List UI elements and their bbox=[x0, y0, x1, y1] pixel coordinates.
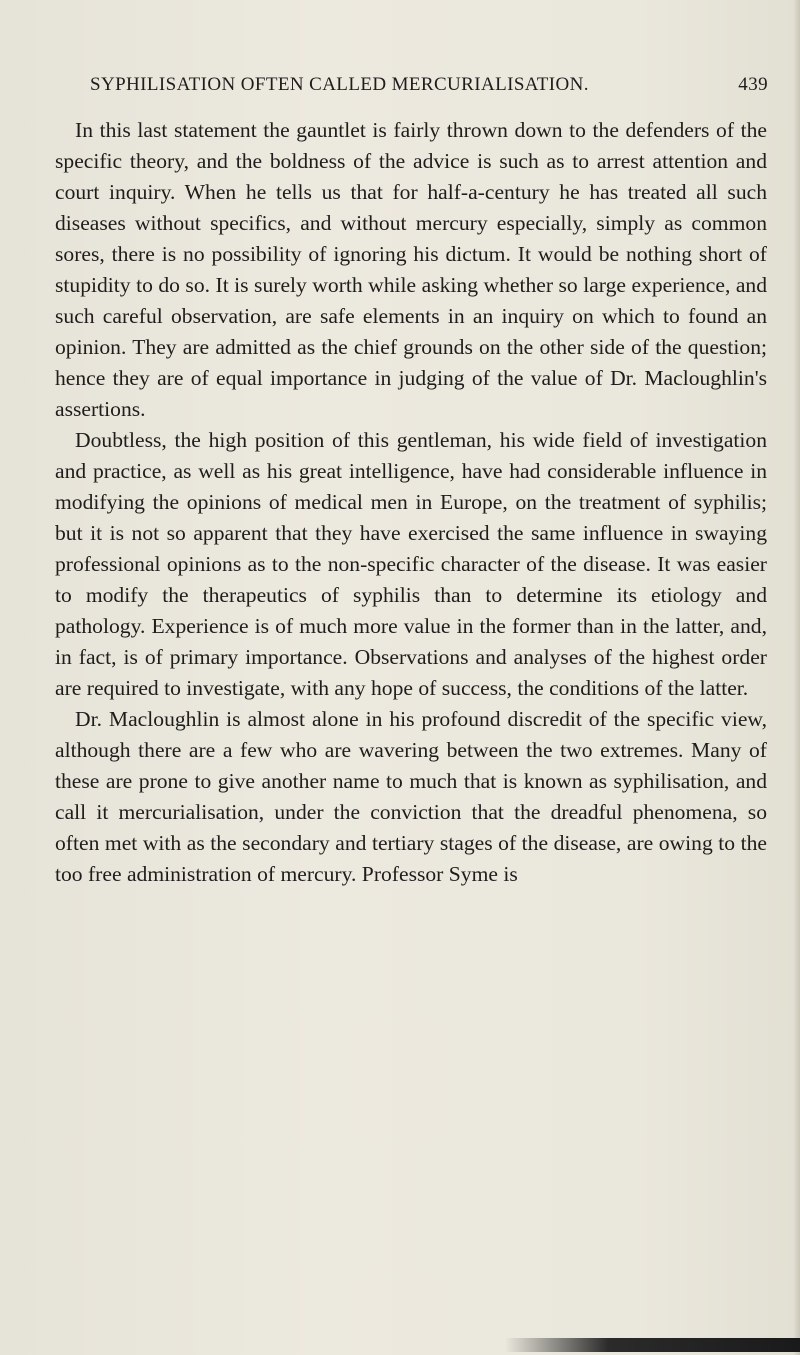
page-header bbox=[90, 74, 780, 104]
page-edge-shadow bbox=[794, 0, 800, 1355]
bottom-scan-edge bbox=[505, 1338, 800, 1352]
body-text bbox=[55, 115, 767, 890]
running-title: SYPHILISATION OFTEN CALLED MERCURIALISATION. bbox=[90, 74, 589, 95]
paragraph-3: Dr. Macloughlin is almost alone in his profound discredit of the specific view, although there are a few who are wavering between the two extremes. Many of these are prone to give another name to much that is known as syphilisation, and call it mercurialisation, under the conviction that the dreadful phenomena, so often met with as the secondary and tertiary stages of the disease, are owing to the too free administration of mercury. Professor Syme is bbox=[55, 707, 767, 886]
paragraph-1: In this last statement the gauntlet is fairly thrown down to the defenders of the specific theory, and the boldness of the advice is such as to arrest attention and court inquiry. When he tells us that for half-a-century he has treated all such diseases without specifics, and without mercury especially, simply as common sores, there is no possibility of ignoring his dictum. It would be nothing short of stupidity to do so. It is surely worth while asking whether so large experience, and such careful observation, are safe elements in an inquiry on which to found an opinion. They are admitted as the chief grounds on the other side of the question; hence they are of equal importance in judging of the value of Dr. Macloughlin's assertions. bbox=[55, 118, 767, 421]
page-number: 439 bbox=[738, 74, 768, 95]
paragraph-2: Doubtless, the high position of this gentleman, his wide field of investigation and practice, as well as his great intelligence, have had considerable influence in modifying the opinions of medical men in Europe, on the treatment of syphilis; but it is not so apparent that they have exercised the same influence in swaying professional opinions as to the non-specific character of the disease. It was easier to modify the therapeutics of syphilis than to determine its etiology and pathology. Experience is of much more value in the former than in the latter, and, in fact, is of primary importance. Observations and analyses of the highest order are required to investigate, with any hope of success, the conditions of the latter. bbox=[55, 428, 767, 700]
